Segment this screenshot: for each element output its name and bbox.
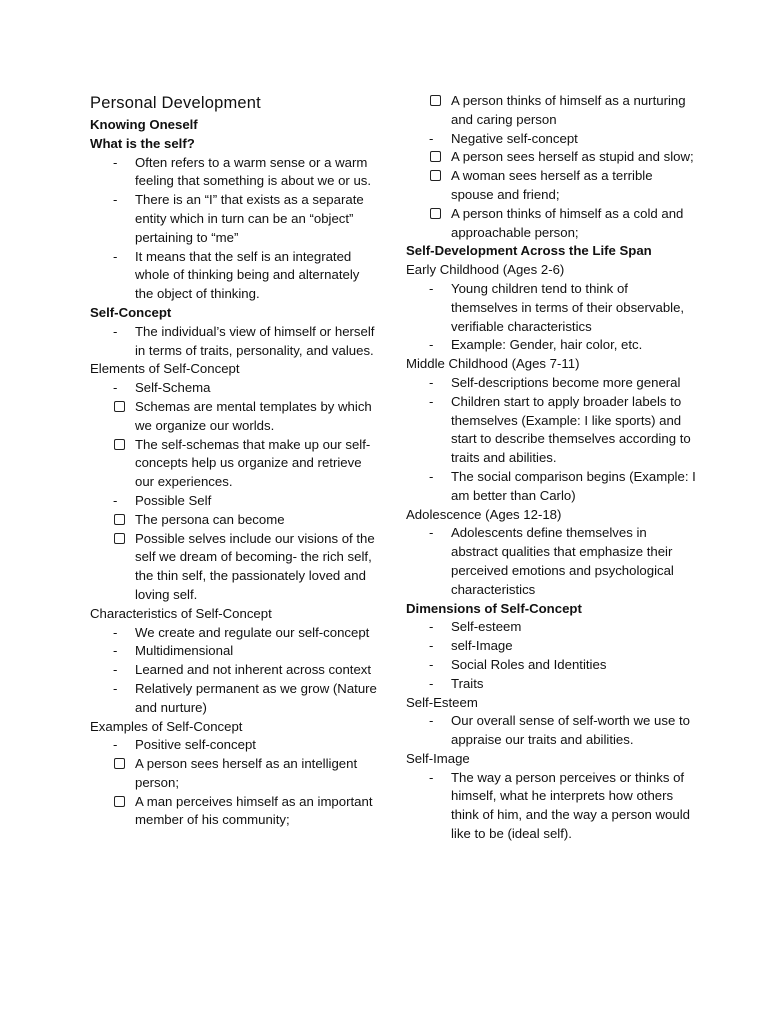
page-title: Personal Development [90,94,261,112]
checkbox-list-item [90,755,380,793]
checkbox-list-item [406,167,696,205]
subheading: Examples of Self-Concept [90,718,243,734]
dash-bullet: - [429,675,434,691]
checkbox-bullet-icon [430,95,441,106]
dash-bullet: - [429,525,434,541]
dash-list-item [406,393,696,468]
section-heading: Self-Development Across the Life Span [406,243,652,259]
list-item-text: Self-esteem [451,619,522,635]
dash-bullet: - [113,154,118,170]
section-heading: Knowing Oneself [90,117,198,132]
checkbox-list-item [90,398,380,436]
checkbox-list-item [406,205,696,243]
list-item-text: The way a person perceives or thinks of himself, what he interprets how others think of him, and the way a person would like to be (ideal self). [451,769,690,842]
dash-bullet: - [113,492,118,508]
list-item-text: Example: Gender, hair color, etc. [451,337,643,353]
dash-bullet: - [113,192,118,208]
list-item-text: Positive self-concept [135,737,256,753]
list-item-text: Relatively permanent as we grow (Nature and nurture) [135,680,377,715]
list-item-text: Children start to apply broader labels to themselves (Example: I like sports) and start to describe themselves according to traits and abilities. [451,393,691,466]
dash-list-item [406,468,696,506]
dash-list-item [406,524,696,599]
list-item-text: Our overall sense of self-worth we use to appraise our traits and abilities. [451,713,690,748]
dash-bullet: - [429,769,434,785]
checkbox-bullet-icon [114,401,125,412]
list-item-text: We create and regulate our self-concept [135,624,370,640]
section-heading: Self-Concept [90,304,172,320]
dash-bullet: - [429,638,434,654]
list-item-text: The social comparison begins (Example: I am better than Carlo) [451,468,696,503]
list-item-text: It means that the self is an integrated whole of thinking being and alternately the object of thinking. [135,248,360,302]
section-heading: Dimensions of Self-Concept [406,600,582,616]
list-item-text: Possible selves include our visions of the self we dream of becoming- the rich self, the thin self, the passionately loved and loving self. [135,530,375,602]
list-item-text: Possible Self [135,492,212,508]
right-column [406,92,696,844]
checkbox-bullet-icon [114,439,125,450]
dash-bullet: - [113,248,118,264]
dash-list-item [406,280,696,336]
list-item-text: There is an “I” that exists as a separate entity which in turn can be an “object” pertaining to “me” [135,192,364,245]
dash-list-item [90,624,380,643]
dash-bullet: - [113,737,118,753]
dash-list-item [406,130,696,149]
subheading: Self-Image [406,750,470,766]
checkbox-bullet-icon [430,151,441,162]
dash-list-item [90,379,380,398]
list-item-text: The persona can become [135,511,285,527]
list-item-text: Self-Schema [135,380,211,396]
list-item-text: Adolescents define themselves in abstract qualities that emphasize their perceived emotions and psychological characteristics [451,525,674,597]
subheading: Self-Esteem [406,694,478,710]
checkbox-bullet-icon [430,170,441,181]
checkbox-list-item [90,793,380,831]
subheading: Early Childhood (Ages 2-6) [406,262,565,278]
list-item-text: A person sees herself as stupid and slow; [451,149,694,165]
subheading: Characteristics of Self-Concept [90,605,272,621]
checkbox-bullet-icon [114,758,125,769]
dash-bullet: - [429,656,434,672]
dash-bullet: - [113,624,118,640]
list-item-text: Multidimensional [135,643,234,659]
dash-list-item [406,637,696,656]
dash-list-item [90,661,380,680]
dash-bullet: - [113,380,118,396]
dash-bullet: - [113,323,118,339]
subheading: Elements of Self-Concept [90,361,240,377]
checkbox-list-item [90,530,380,605]
checkbox-bullet-icon [114,796,125,807]
section-heading: What is the self? [90,135,195,151]
dash-list-item [406,769,696,844]
checkbox-bullet-icon [430,208,441,219]
checkbox-bullet-icon [114,533,125,544]
list-item-text: A person thinks of himself as a cold and approachable person; [451,205,684,240]
dash-list-item [90,492,380,511]
dash-bullet: - [113,643,118,659]
list-item-text: Negative self-concept [451,130,578,146]
left-column [90,92,380,830]
checkbox-bullet-icon [114,514,125,525]
dash-bullet: - [113,680,118,696]
list-item-text: Often refers to a warm sense or a warm feeling that something is about we or us. [135,154,372,189]
list-item-text: The self-schemas that make up our self-concepts help us organize and retrieve our experiences. [135,436,371,490]
dash-bullet: - [429,393,434,409]
list-item-text: Self-descriptions become more general [451,374,681,390]
subheading: Adolescence (Ages 12-18) [406,506,562,522]
dash-bullet: - [429,337,434,353]
dash-bullet: - [113,662,118,678]
dash-bullet: - [429,130,434,146]
dash-list-item [90,680,380,718]
dash-bullet: - [429,619,434,635]
dash-list-item [406,675,696,694]
checkbox-list-item [406,92,696,130]
dash-list-item [406,374,696,393]
list-item-text: Schemas are mental templates by which we organize our worlds. [135,398,372,433]
list-item-text: A woman sees herself as a terrible spouse and friend; [451,168,653,202]
list-item-text: Learned and not inherent across context [135,662,372,678]
checkbox-list-item [90,511,380,530]
dash-list-item [90,323,380,361]
checkbox-list-item [90,436,380,492]
dash-list-item [406,712,696,750]
dash-bullet: - [429,280,434,296]
list-item-text: The individual’s view of himself or herself in terms of traits, personality, and values. [135,323,375,358]
list-item-text: A person thinks of himself as a nurturing and caring person [451,93,686,127]
checkbox-list-item [406,148,696,167]
list-item-text: A man perceives himself as an important member of his community; [135,793,373,828]
dash-bullet: - [429,374,434,390]
list-item-text: Social Roles and Identities [451,656,607,672]
dash-list-item [406,656,696,675]
dash-bullet: - [429,713,434,729]
dash-list-item [90,154,380,192]
list-item-text: A person sees herself as an intelligent person; [135,756,358,790]
list-item-text: self-Image [451,638,513,654]
dash-list-item [406,618,696,637]
dash-list-item [406,336,696,355]
dash-bullet: - [429,468,434,484]
subheading: Middle Childhood (Ages 7-11) [406,356,580,372]
list-item-text: Young children tend to think of themselves in terms of their observable, verifiable characteristics [451,280,685,334]
dash-list-item [90,642,380,661]
list-item-text: Traits [451,675,484,691]
dash-list-item [90,736,380,755]
dash-list-item [90,191,380,247]
dash-list-item [90,248,380,304]
